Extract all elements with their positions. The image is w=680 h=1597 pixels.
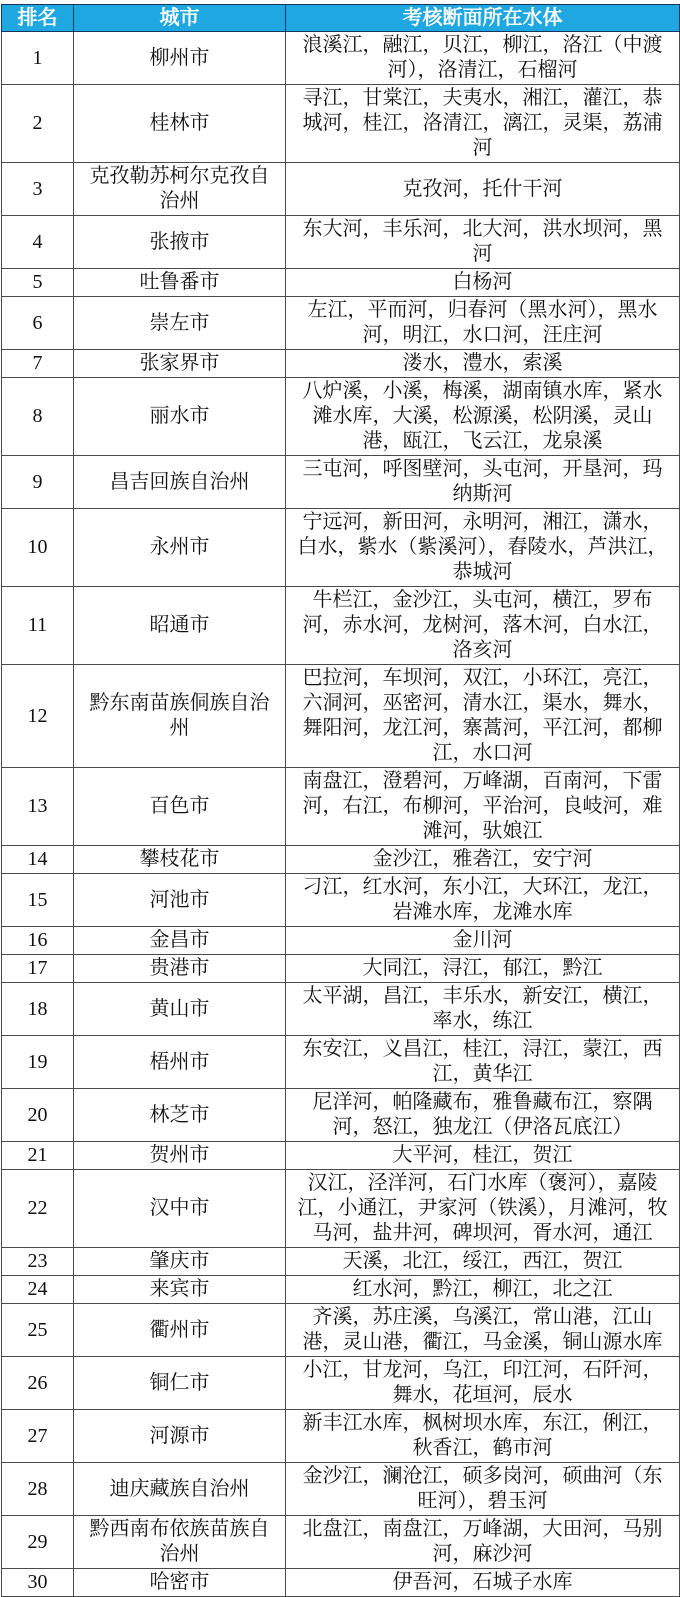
rank-cell: 24 xyxy=(2,1276,74,1304)
rank-cell: 27 xyxy=(2,1410,74,1463)
table-row xyxy=(2,1276,680,1304)
waters-cell: 刁江，红水河，东小江，大环江，龙江，岩滩水库，龙滩水库 xyxy=(286,874,680,927)
table-row xyxy=(2,665,680,768)
city-cell: 克孜勒苏柯尔克孜自治州 xyxy=(74,163,286,216)
table-row xyxy=(2,1142,680,1170)
city-cell: 汉中市 xyxy=(74,1170,286,1248)
rank-cell: 16 xyxy=(2,927,74,955)
header-rank: 排名 xyxy=(2,5,74,32)
city-cell: 桂林市 xyxy=(74,85,286,163)
rank-cell: 8 xyxy=(2,378,74,456)
table-row xyxy=(2,350,680,378)
city-cell: 贺州市 xyxy=(74,1142,286,1170)
waters-cell: 金沙江，雅砻江，安宁河 xyxy=(286,846,680,874)
table-body xyxy=(2,32,680,1597)
waters-cell: 寻江，甘棠江，夫夷水，湘江，灌江，恭城河，桂江，洛清江，漓江，灵渠，荔浦河 xyxy=(286,85,680,163)
waters-cell: 东安江，义昌江，桂江，浔江，蒙江，西江，黄华江 xyxy=(286,1036,680,1089)
waters-cell: 汉江，泾洋河，石门水库（褒河），嘉陵江，小通江，尹家河（铁溪），月滩河，牧马河，盐井河，碑坝河，胥水河，通江 xyxy=(286,1170,680,1248)
waters-cell: 尼洋河，帕隆藏布，雅鲁藏布江，察隅河，怒江，独龙江（伊洛瓦底江） xyxy=(286,1089,680,1142)
table-row xyxy=(2,456,680,509)
city-cell: 林芝市 xyxy=(74,1089,286,1142)
rank-cell: 23 xyxy=(2,1248,74,1276)
table-row xyxy=(2,32,680,85)
waters-cell: 齐溪，苏庄溪，乌溪江，常山港，江山港，灵山港，衢江，马金溪，铜山源水库 xyxy=(286,1304,680,1357)
waters-cell: 金沙江，澜沧江，硕多岗河，硕曲河（东旺河），碧玉河 xyxy=(286,1463,680,1516)
city-cell: 百色市 xyxy=(74,768,286,846)
waters-cell: 浪溪江，融江，贝江，柳江，洛江（中渡河），洛清江，石榴河 xyxy=(286,32,680,85)
table-row xyxy=(2,163,680,216)
header-row xyxy=(2,5,680,32)
waters-cell: 小江，甘龙河，乌江，印江河，石阡河，舞水，花垣河，辰水 xyxy=(286,1357,680,1410)
rank-cell: 9 xyxy=(2,456,74,509)
table-row xyxy=(2,216,680,269)
rank-cell: 1 xyxy=(2,32,74,85)
waters-cell: 红水河，黔江，柳江，北之江 xyxy=(286,1276,680,1304)
table-row xyxy=(2,874,680,927)
rank-cell: 14 xyxy=(2,846,74,874)
waters-cell: 三屯河，呼图壁河，头屯河，开垦河，玛纳斯河 xyxy=(286,456,680,509)
header-city: 城市 xyxy=(74,5,286,32)
table-row xyxy=(2,378,680,456)
city-cell: 黔东南苗族侗族自治州 xyxy=(74,665,286,768)
table-row xyxy=(2,509,680,587)
rank-cell: 20 xyxy=(2,1089,74,1142)
rank-cell: 7 xyxy=(2,350,74,378)
waters-cell: 巴拉河，车坝河，双江，小环江，亮江，六洞河，巫密河，清水江，渠水，舞水，舞阳河，龙江河，寨蒿河，平江河，都柳江，水口河 xyxy=(286,665,680,768)
table-row xyxy=(2,846,680,874)
city-cell: 梧州市 xyxy=(74,1036,286,1089)
rank-cell: 3 xyxy=(2,163,74,216)
waters-cell: 伊吾河，石城子水库 xyxy=(286,1569,680,1597)
city-cell: 肇庆市 xyxy=(74,1248,286,1276)
waters-cell: 北盘江，南盘江，万峰湖，大田河，马别河，麻沙河 xyxy=(286,1516,680,1569)
city-cell: 迪庆藏族自治州 xyxy=(74,1463,286,1516)
waters-cell: 大平河，桂江，贺江 xyxy=(286,1142,680,1170)
table-row xyxy=(2,1089,680,1142)
waters-cell: 溇水，澧水，索溪 xyxy=(286,350,680,378)
table-row xyxy=(2,768,680,846)
city-cell: 吐鲁番市 xyxy=(74,269,286,297)
rank-cell: 6 xyxy=(2,297,74,350)
rank-cell: 18 xyxy=(2,983,74,1036)
city-cell: 崇左市 xyxy=(74,297,286,350)
table-row xyxy=(2,1410,680,1463)
waters-cell: 宁远河，新田河，永明河，湘江，潇水，白水，紫水（紫溪河），舂陵水，芦洪江，恭城河 xyxy=(286,509,680,587)
city-cell: 张家界市 xyxy=(74,350,286,378)
table-row xyxy=(2,1357,680,1410)
waters-cell: 太平湖，昌江，丰乐水，新安江，横江，率水，练江 xyxy=(286,983,680,1036)
city-cell: 衢州市 xyxy=(74,1304,286,1357)
table-row xyxy=(2,1170,680,1248)
waters-cell: 金川河 xyxy=(286,927,680,955)
waters-cell: 新丰江水库，枫树坝水库，东江，俐江，秋香江，鹤市河 xyxy=(286,1410,680,1463)
table-row xyxy=(2,927,680,955)
waters-cell: 南盘江，澄碧河，万峰湖，百南河，下雷河，右江，布柳河，平治河，良岐河，难滩河，驮娘江 xyxy=(286,768,680,846)
rank-cell: 19 xyxy=(2,1036,74,1089)
waters-cell: 八炉溪，小溪，梅溪，湖南镇水库，紧水滩水库，大溪，松源溪，松阴溪，灵山港，瓯江，飞云江，龙泉溪 xyxy=(286,378,680,456)
city-cell: 贵港市 xyxy=(74,955,286,983)
rank-cell: 5 xyxy=(2,269,74,297)
city-cell: 来宾市 xyxy=(74,1276,286,1304)
table-row xyxy=(2,955,680,983)
city-cell: 河源市 xyxy=(74,1410,286,1463)
table-row xyxy=(2,297,680,350)
city-cell: 黄山市 xyxy=(74,983,286,1036)
rank-cell: 4 xyxy=(2,216,74,269)
waters-cell: 左江，平而河，归春河（黑水河），黑水河，明江，水口河，汪庄河 xyxy=(286,297,680,350)
waters-cell: 克孜河，托什干河 xyxy=(286,163,680,216)
rank-cell: 10 xyxy=(2,509,74,587)
waters-cell: 东大河，丰乐河，北大河，洪水坝河，黑河 xyxy=(286,216,680,269)
water-quality-ranking-table xyxy=(1,4,680,1597)
waters-cell: 白杨河 xyxy=(286,269,680,297)
rank-cell: 2 xyxy=(2,85,74,163)
city-cell: 永州市 xyxy=(74,509,286,587)
city-cell: 河池市 xyxy=(74,874,286,927)
waters-cell: 天溪，北江，绥江，西江，贺江 xyxy=(286,1248,680,1276)
rank-cell: 21 xyxy=(2,1142,74,1170)
table-row xyxy=(2,1569,680,1597)
rank-cell: 30 xyxy=(2,1569,74,1597)
table-row xyxy=(2,269,680,297)
rank-cell: 17 xyxy=(2,955,74,983)
rank-cell: 26 xyxy=(2,1357,74,1410)
city-cell: 黔西南布依族苗族自治州 xyxy=(74,1516,286,1569)
table-row xyxy=(2,1463,680,1516)
city-cell: 张掖市 xyxy=(74,216,286,269)
city-cell: 攀枝花市 xyxy=(74,846,286,874)
table-row xyxy=(2,983,680,1036)
table-row xyxy=(2,1036,680,1089)
table-row xyxy=(2,1248,680,1276)
city-cell: 哈密市 xyxy=(74,1569,286,1597)
city-cell: 柳州市 xyxy=(74,32,286,85)
table-row xyxy=(2,1304,680,1357)
rank-cell: 29 xyxy=(2,1516,74,1569)
table-row xyxy=(2,85,680,163)
city-cell: 丽水市 xyxy=(74,378,286,456)
city-cell: 金昌市 xyxy=(74,927,286,955)
rank-cell: 13 xyxy=(2,768,74,846)
rank-cell: 11 xyxy=(2,587,74,665)
table-row xyxy=(2,587,680,665)
city-cell: 昭通市 xyxy=(74,587,286,665)
rank-cell: 25 xyxy=(2,1304,74,1357)
rank-cell: 12 xyxy=(2,665,74,768)
rank-cell: 28 xyxy=(2,1463,74,1516)
waters-cell: 牛栏江，金沙江，头屯河，横江，罗布河，赤水河，龙树河，落木河，白水江，洛亥河 xyxy=(286,587,680,665)
rank-cell: 22 xyxy=(2,1170,74,1248)
rank-cell: 15 xyxy=(2,874,74,927)
waters-cell: 大同江，浔江，郁江，黔江 xyxy=(286,955,680,983)
header-waters: 考核断面所在水体 xyxy=(286,5,680,32)
city-cell: 昌吉回族自治州 xyxy=(74,456,286,509)
city-cell: 铜仁市 xyxy=(74,1357,286,1410)
table-row xyxy=(2,1516,680,1569)
